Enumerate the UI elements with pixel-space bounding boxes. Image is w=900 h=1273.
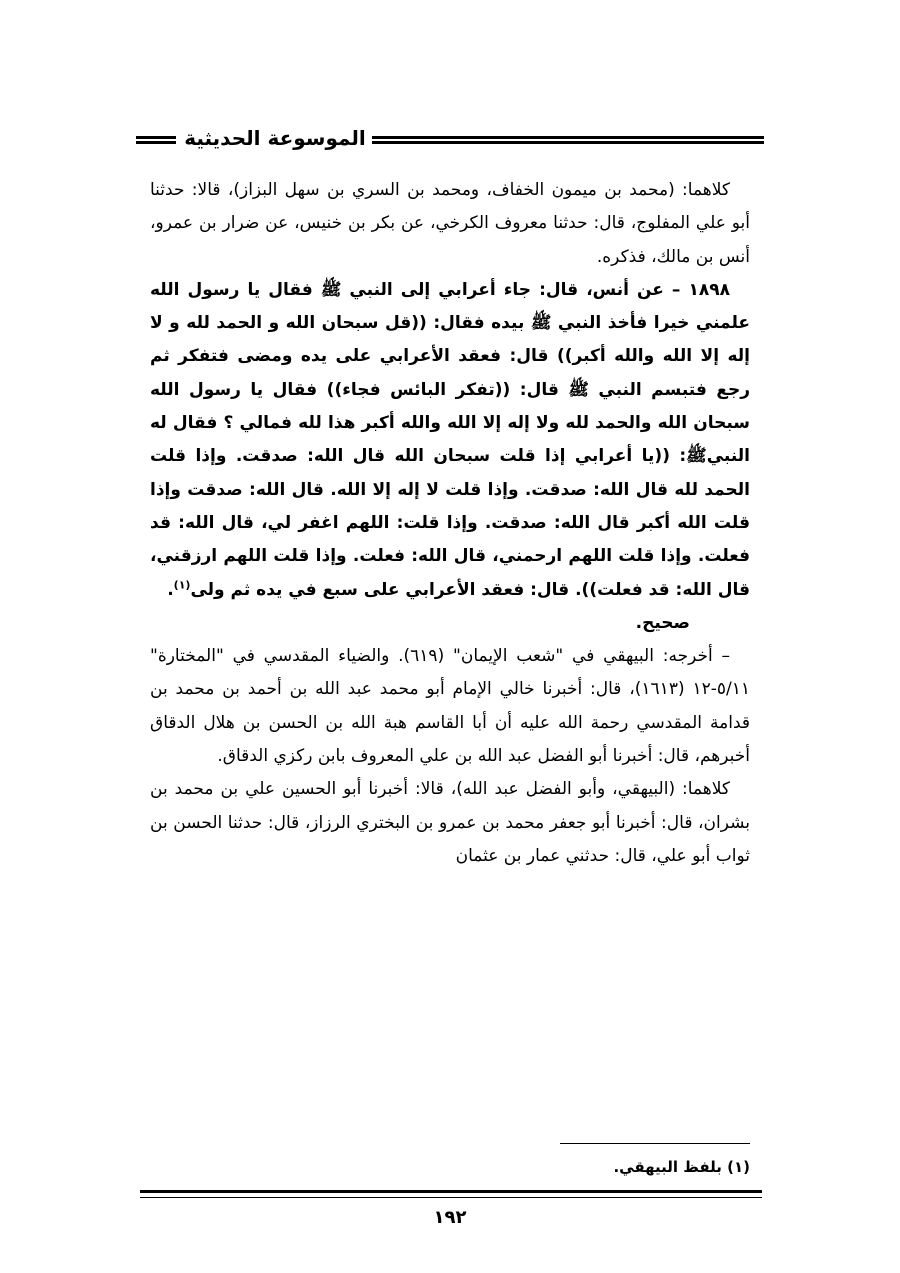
header-rule-left [136, 136, 176, 144]
hadith-end-punctuation: . [167, 579, 174, 600]
hadith-body: ١٨٩٨ – عن أنس، قال: جاء أعرابي إلى النبي ﷺ فقال يا رسول الله علمني خيرا فأخذ النبي ﷺ بيده فقال: ((قل سبحان الله و الحمد لله و لا إله إلا الله والله أكبر)) قال: فعقد الأعرابي على يده ومضى فتفكر ثم رجع فتبسم النبي ﷺ قال: ((تفكر البائس فجاء)) فقال يا رسول الله سبحان الله والحمد لله ولا إله إلا الله والله أكبر هذا لله فمالي ؟ فقال له النبيﷺ: ((يا أعرابي إذا قلت سبحان الله قال الله: صدقت. وإذا قلت الحمد لله قال الله: صدقت. وإذا قلت لا إله إلا الله. قال الله: صدقت وإذا قلت الله أكبر قال الله: صدقت. وإذا قلت: اللهم اغفر لي، قال الله: قد فعلت. وإذا قلت اللهم ارحمني، قال الله: فعلت. وإذا قلت اللهم ارزقني، قال الله: قد فعلت)). قال: فعقد الأعرابي على سبع في يده ثم ولى [150, 279, 750, 600]
hadith-text [150, 274, 750, 607]
page-number: ١٩٢ [433, 1207, 467, 1228]
grading-label: صحيح. [635, 612, 690, 633]
paragraph-takhrij: – أخرجه: البيهقي في "شعب الإيمان" (٦١٩). والضياء المقدسي في "المختارة" ٥/١١-١٢ (١٦١٣)، قال: أخبرنا خالي الإمام أبو محمد عبد الله بن أحمد بن محمد بن قدامة المقدسي رحمة الله عليه أن أبا القاسم هبة الله بن الحسن بن هلال الدقاق أخبرهم، قال: أخبرنا أبو الفضل عبد الله بن علي المعروف بابن ركزي الدقاق. [150, 646, 750, 767]
footer-rule [140, 1190, 762, 1198]
footnote-reference: (١) [173, 577, 191, 591]
footnote-text: (١) بلفظ البيهقي. [613, 1158, 750, 1176]
paragraph-chain-2: كلاهما: (البيهقي، وأبو الفضل عبد الله)، قالا: أخبرنا أبو الحسين علي بن محمد بن بشران، قال: أخبرنا أبو جعفر محمد بن عمرو بن البختري الرزاز، قال: حدثنا الحسن بن ثواب أبو علي، قال: حدثني عمار بن عثمان [150, 779, 750, 866]
header-rule-right [372, 136, 764, 144]
paragraph-chain: كلاهما: (محمد بن ميمون الخفاف، ومحمد بن السري بن سهل البزاز)، قالا: حدثنا أبو علي المفلوج، قال: حدثنا معروف الكرخي، عن بكر بن خنيس، عن ضرار بن عمرو، أنس بن مالك، فذكره. [150, 180, 750, 267]
body-text [150, 174, 750, 873]
footnote-separator [560, 1143, 750, 1144]
header-title: الموسوعة الحديثية [184, 126, 366, 150]
running-header [136, 122, 764, 162]
